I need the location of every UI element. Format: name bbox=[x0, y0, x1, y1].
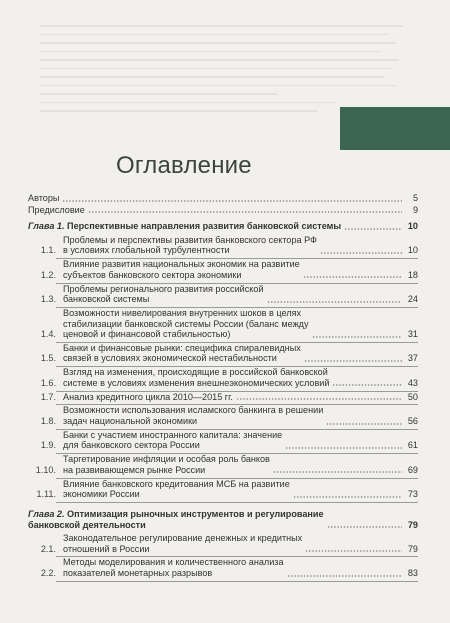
toc-page-number: 56 bbox=[407, 416, 418, 426]
toc-chapter-entry[interactable] bbox=[28, 221, 418, 232]
entry-separator bbox=[56, 502, 418, 503]
toc-page-number: 10 bbox=[407, 245, 418, 256]
dot-leader bbox=[320, 246, 402, 254]
dot-leader bbox=[62, 194, 402, 202]
dot-leader bbox=[344, 222, 402, 230]
toc-entry-number: 1.2. bbox=[40, 269, 56, 280]
toc-chapter-entry[interactable] bbox=[28, 509, 418, 530]
toc-entry-title: Возможности нивелирования внутренних шоков в целях стабилизации банковской системы России (баланс между ценовой и финансовой стабильностью) bbox=[63, 307, 309, 340]
dot-leader bbox=[332, 378, 402, 386]
toc-entry[interactable] bbox=[28, 430, 418, 451]
toc-entry[interactable] bbox=[28, 235, 418, 256]
toc-entry[interactable] bbox=[28, 308, 418, 340]
toc-page-number: 24 bbox=[407, 294, 418, 305]
toc-entry-number: 2.2. bbox=[40, 568, 56, 579]
green-corner-block bbox=[340, 107, 450, 150]
toc-entry[interactable] bbox=[28, 259, 418, 280]
toc-page-number: 10 bbox=[407, 221, 418, 232]
toc-page-number: 50 bbox=[407, 391, 418, 402]
toc-entry[interactable] bbox=[28, 367, 418, 388]
chapter-title: Оптимизация рыночных инструментов и регулирование банковской деятельности bbox=[28, 508, 324, 530]
toc-entry-number: 1.3. bbox=[40, 294, 56, 305]
toc-entry[interactable] bbox=[28, 284, 418, 305]
dot-leader bbox=[273, 465, 402, 473]
toc-entry-title: Влияние развития национальных экономик на развитие субъектов банковского сектора экономики bbox=[63, 259, 300, 280]
dot-leader bbox=[293, 490, 402, 498]
toc-entry-title: Взгляд на изменения, происходящие в российской банковской системе в условиях изменения внешнеэкономических условий bbox=[63, 367, 330, 388]
toc-entry[interactable] bbox=[28, 405, 418, 426]
toc-entry[interactable] bbox=[28, 557, 418, 578]
dot-leader bbox=[236, 392, 402, 400]
toc-page-number: 37 bbox=[407, 353, 418, 364]
dot-leader bbox=[88, 205, 402, 213]
toc-page-number: 83 bbox=[407, 568, 418, 579]
toc-entry-number: 1.7. bbox=[40, 391, 56, 402]
toc-entry-title: Анализ кредитного цикла 2010—2015 гг. bbox=[63, 391, 233, 402]
dot-leader bbox=[267, 295, 402, 303]
toc-entry-number: 1.10. bbox=[35, 464, 56, 475]
toc-page-number: 43 bbox=[407, 377, 418, 388]
dot-leader bbox=[326, 417, 402, 425]
toc-entry[interactable] bbox=[28, 533, 418, 554]
dot-leader bbox=[304, 354, 402, 362]
dot-leader bbox=[287, 569, 402, 577]
toc-page-number: 73 bbox=[407, 489, 418, 500]
toc-entry-title: Возможности использования исламского банкинга в решении задач национальной экономики bbox=[63, 405, 324, 426]
toc-entry-number: 1.1. bbox=[40, 245, 56, 256]
toc-entry-title: Методы моделирования и количественного анализа показателей монетарных разрывов bbox=[63, 557, 284, 579]
toc-entry-title: Влияние банковского кредитования МСБ на развитие экономики России bbox=[63, 478, 290, 500]
toc-page-number: 79 bbox=[407, 519, 418, 530]
toc-entry-title: Проблемы и перспективы развития банковского сектора РФ в условиях глобальной турбулентности bbox=[63, 234, 317, 256]
toc-page-number: 5 bbox=[412, 193, 418, 203]
dot-leader bbox=[312, 330, 403, 338]
dot-leader bbox=[303, 270, 402, 278]
toc-page-number: 31 bbox=[407, 329, 418, 340]
toc-page-number: 69 bbox=[407, 464, 418, 475]
toc-entry-number: 1.11. bbox=[36, 489, 56, 500]
chapter-title: Перспективные направления развития банковской системы bbox=[67, 221, 342, 232]
toc-entry[interactable] bbox=[28, 205, 418, 216]
toc-entry[interactable] bbox=[28, 193, 418, 204]
toc-entry-number: 1.8. bbox=[40, 416, 56, 426]
toc-entry[interactable] bbox=[28, 343, 418, 364]
toc-entry-title: Проблемы регионального развития российской банковской системы bbox=[63, 283, 264, 305]
dot-leader bbox=[285, 441, 402, 449]
dot-leader bbox=[327, 520, 402, 528]
table-of-contents bbox=[28, 193, 418, 582]
toc-entry-number: 1.9. bbox=[40, 440, 56, 451]
toc-entry[interactable] bbox=[28, 392, 418, 403]
toc-entry-title: Таргетирование инфляции и особая роль банков на развивающемся рынке России bbox=[63, 454, 270, 475]
toc-entry[interactable] bbox=[28, 479, 418, 500]
toc-entry-number: 1.4. bbox=[40, 329, 56, 340]
toc-entry-title: Банки с участием иностранного капитала: значение для банковского сектора России bbox=[63, 429, 283, 451]
toc-entry-number: 1.6. bbox=[40, 377, 56, 388]
toc-entry[interactable] bbox=[28, 454, 418, 475]
toc-entry-number: 1.5. bbox=[40, 353, 56, 364]
entry-separator bbox=[56, 581, 418, 582]
toc-entry-number: 2.1. bbox=[40, 543, 56, 554]
toc-entry-title: Банки и финансовые рынки: специфика спиралевидных связей в условиях экономической нестабильности bbox=[63, 342, 301, 364]
chapter-label: Глава 2. bbox=[28, 508, 65, 519]
bleed-through-text bbox=[40, 18, 435, 118]
toc-page-number: 18 bbox=[407, 269, 418, 280]
toc-entry-title: Авторы bbox=[28, 193, 60, 203]
toc-page-number: 9 bbox=[412, 204, 418, 215]
toc-entry-title: Законодательное регулирование денежных и кредитных отношений в России bbox=[63, 533, 303, 554]
toc-entry-title: Предисловие bbox=[28, 204, 85, 215]
toc-page-number: 61 bbox=[407, 440, 418, 451]
page-title: Оглавление bbox=[116, 152, 252, 179]
chapter-label: Глава 1. bbox=[28, 221, 65, 232]
toc-page-number: 79 bbox=[407, 543, 418, 554]
dot-leader bbox=[305, 544, 402, 552]
